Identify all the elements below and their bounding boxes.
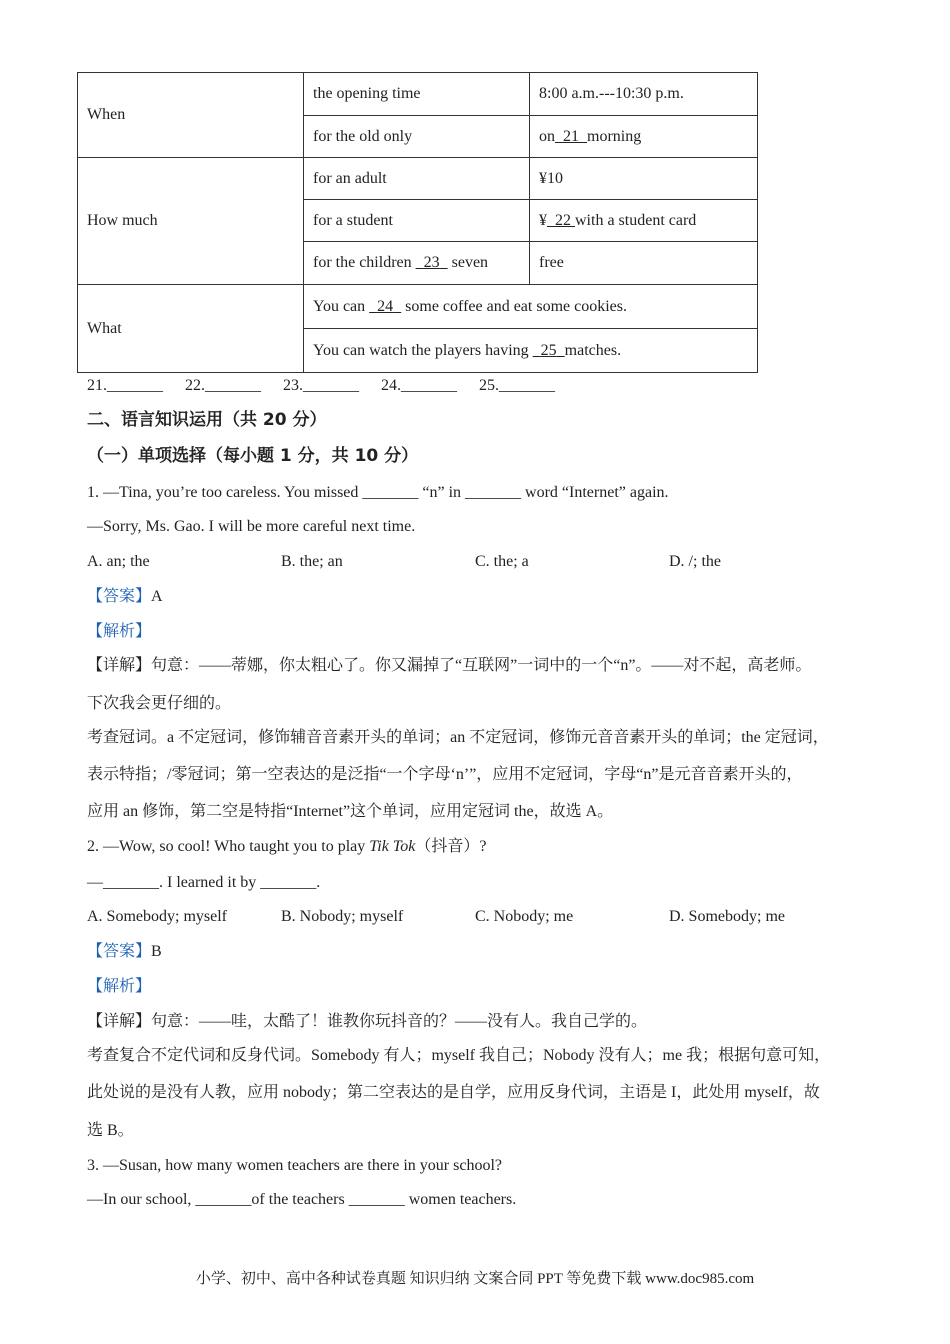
q1-detail-line1: 【详解】句意：——蒂娜，你太粗心了。你又漏掉了“互联网”一词中的一个“n”。——对不起，高老师。 bbox=[87, 657, 812, 674]
when-label: When bbox=[78, 73, 304, 158]
q2-analysis-tag: 【解析】 bbox=[87, 978, 152, 995]
blank-22: 22 bbox=[555, 211, 571, 229]
tik-tok-italic: Tik Tok bbox=[369, 838, 416, 855]
q1-answer-tag: 【答案】 bbox=[87, 588, 152, 605]
children-post: seven bbox=[451, 254, 489, 271]
page-footer: 小学、初中、高中各种试卷真题 知识归纳 文案合同 PPT 等免费下载 www.doc985.com bbox=[195, 1271, 755, 1287]
q2-detail-line3: 此处说的是没有人教，应用 nobody；第二空表达的是自学，应用反身代词，主语是 I，此处用 myself，故 bbox=[87, 1084, 820, 1101]
answer-blank-21: 21._______ bbox=[87, 377, 163, 394]
q1-detail-line3: 考查冠词。a 不定冠词，修饰辅音音素开头的单词；an 不定冠词，修饰元音音素开头的单词；the 定冠词， bbox=[87, 729, 829, 746]
q1-line1: 1. —Tina, you’re too careless. You missed _______ “n” in _______ word “Internet” again. bbox=[87, 484, 669, 501]
q1-detail-line5: 应用 an 修饰，第二空是特指“Internet”这个单词，应用定冠词 the，故选 A。 bbox=[87, 803, 614, 820]
old-only-post: morning bbox=[587, 127, 642, 145]
q2-answer-value: B bbox=[151, 943, 162, 960]
q1-analysis-tag: 【解析】 bbox=[87, 623, 152, 640]
q2-line2: —_______. I learned it by _______. bbox=[87, 874, 321, 891]
q2-option-a: A. Somebody; myself bbox=[87, 908, 227, 925]
coffee-pre: You can bbox=[313, 297, 366, 315]
student-post: with a student card bbox=[575, 211, 697, 229]
opening-time-value: 8:00 a.m.---10:30 p.m. bbox=[530, 73, 758, 116]
answer-blanks bbox=[87, 376, 577, 396]
q1-detail-line2: 下次我会更仔细的。 bbox=[87, 695, 232, 712]
blank-21: 21 bbox=[563, 127, 579, 145]
q3-line1: 3. —Susan, how many women teachers are there in your school? bbox=[87, 1157, 502, 1174]
q2-option-d: D. Somebody; me bbox=[669, 908, 785, 925]
section-title: 二、语言知识运用（共 20 分） bbox=[87, 410, 327, 430]
answer-blank-25: 25._______ bbox=[479, 377, 555, 394]
watch-pre: You can watch the players having bbox=[313, 341, 529, 359]
opening-time-label: the opening time bbox=[304, 73, 530, 116]
q1-answer-value: A bbox=[151, 588, 163, 605]
watch-post: matches. bbox=[564, 341, 622, 359]
adult-label: for an adult bbox=[304, 158, 530, 200]
q2-detail-line4: 选 B。 bbox=[87, 1122, 134, 1139]
adult-value: ¥10 bbox=[530, 158, 758, 200]
answer-blank-22: 22._______ bbox=[185, 377, 261, 394]
blank-25: 25 bbox=[540, 341, 557, 359]
answer-blank-24: 24._______ bbox=[381, 377, 457, 394]
what-label: What bbox=[78, 285, 304, 373]
q2-answer bbox=[87, 942, 162, 962]
q1-option-d: D. /; the bbox=[669, 553, 721, 570]
q2-detail-line2: 考查复合不定代词和反身代词。Somebody 有人；myself 我自己；Nobody 没有人；me 我；根据句意可知， bbox=[87, 1047, 831, 1064]
q1-option-a: A. an; the bbox=[87, 553, 150, 570]
coffee-post: some coffee and eat some cookies. bbox=[405, 297, 627, 315]
student-pre: ¥ bbox=[539, 211, 547, 229]
q1-answer bbox=[87, 587, 163, 607]
q1-line2: —Sorry, Ms. Gao. I will be more careful next time. bbox=[87, 518, 416, 535]
how-much-label: How much bbox=[78, 158, 304, 285]
children-label bbox=[304, 242, 530, 285]
answer-blank-23: 23._______ bbox=[283, 377, 359, 394]
children-value: free bbox=[530, 242, 758, 285]
old-only-value bbox=[530, 116, 758, 158]
q3-line2: —In our school, _______of the teachers _______ women teachers. bbox=[87, 1191, 517, 1208]
q1-option-b: B. the; an bbox=[281, 553, 343, 570]
old-only-label: for the old only bbox=[304, 116, 530, 158]
q2-line1: 2. —Wow, so cool! Who taught you to play Tik Tok（抖音）? bbox=[87, 838, 487, 855]
coffee-row bbox=[304, 285, 758, 329]
student-value bbox=[530, 200, 758, 242]
subsection-title: （一）单项选择（每小题 1 分，共 10 分） bbox=[87, 446, 419, 466]
q2-option-c: C. Nobody; me bbox=[475, 908, 574, 925]
blank-24: 24 bbox=[377, 297, 394, 315]
q2-detail-line1: 【详解】句意：——哇，太酷了！谁教你玩抖音的？——没有人。我自己学的。 bbox=[87, 1013, 648, 1030]
children-pre: for the children bbox=[313, 254, 412, 271]
q2-option-b: B. Nobody; myself bbox=[281, 908, 404, 925]
q1-detail-line4: 表示特指；/零冠词；第一空表达的是泛指“一个字母‘n’”，应用不定冠词，字母“n”是元音音素开头的， bbox=[87, 766, 803, 783]
blank-23: 23 bbox=[423, 254, 440, 271]
old-only-pre: on bbox=[539, 127, 555, 145]
schedule-table bbox=[77, 72, 758, 373]
q2-answer-tag: 【答案】 bbox=[87, 943, 152, 960]
q1-option-c: C. the; a bbox=[475, 553, 529, 570]
student-label: for a student bbox=[304, 200, 530, 242]
watch-row bbox=[304, 329, 758, 373]
